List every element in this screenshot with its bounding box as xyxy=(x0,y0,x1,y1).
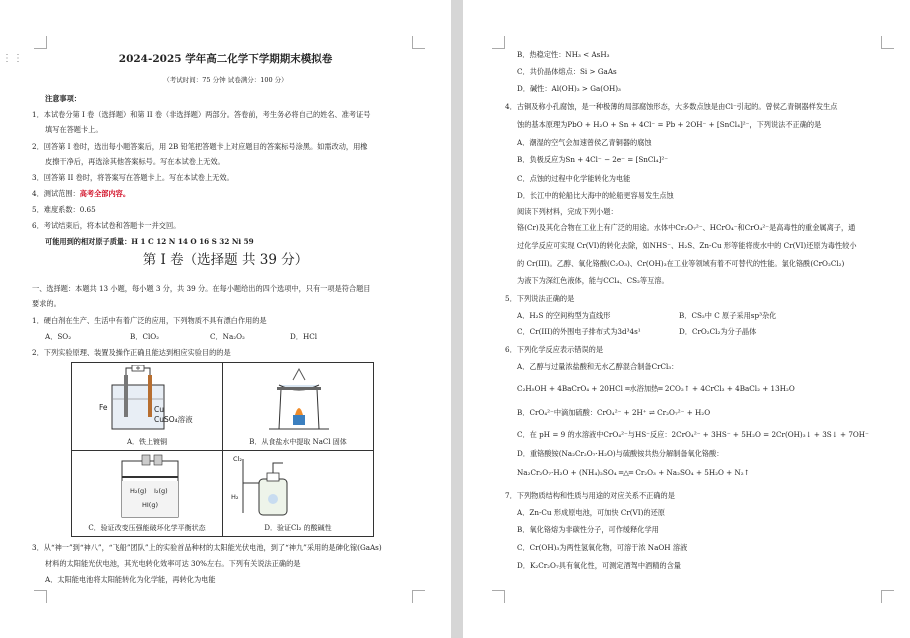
note-scope xyxy=(32,189,130,198)
note-submit: 6．考试结束后，将本试卷和答题卡一并交回。 xyxy=(32,221,181,230)
part-intro: 要求的。 xyxy=(32,299,61,308)
q3-option-b[interactable]: B．热稳定性：NH₃ < AsH₃ xyxy=(517,50,610,59)
label-h2: H₂(g) xyxy=(130,487,147,495)
question-4-stem: 蚀的基本原理为PbO + H₂O + Sn + 4Cl⁻ = Pb + 2OH⁻ + [SnCl₄]²⁻，下列说法不正确的是 xyxy=(517,120,822,129)
note-difficulty: 5．难度系数：0.65 xyxy=(32,205,96,214)
note-scope-label: 4．测试范围： xyxy=(32,189,80,198)
q7-option-c[interactable]: C．Cr(OH)₃为两性氢氧化物，可溶于浓 NaOH 溶液 xyxy=(517,543,688,552)
q5-option-c[interactable]: C．Cr(III)的外围电子排布式为3d³4s¹ xyxy=(517,327,641,336)
question-3-line: 材料的太阳能光伏电池，其光电转化效率可达 30%左右。下列有关说法正确的是 xyxy=(45,559,301,568)
experiment-cell-b xyxy=(223,363,374,451)
question-7-stem: 7．下列物质结构和性质与用途的对应关系不正确的是 xyxy=(505,491,675,500)
q7-option-d[interactable]: D．K₂Cr₂O₇具有氧化性，可测定酒驾中酒精的含量 xyxy=(517,561,681,570)
question-2-stem: 2．下列实验原理、装置及操作正确且能达到相应实验目的的是 xyxy=(32,348,231,357)
label-cl2: Cl₂ xyxy=(233,455,242,463)
crop-mark xyxy=(492,590,505,603)
evaporation-figure xyxy=(223,365,374,437)
passage-line: 为液下为深红色液体，能与CCl₄、CS₂等互溶。 xyxy=(517,276,669,285)
q6-option-d[interactable]: D．重铬酸铵(Na₂Cr₂O₇·H₂O)与硫酸铵共热分解制备氧化铬酸： xyxy=(517,449,724,458)
crop-mark xyxy=(881,590,894,603)
note-line: 填写在答题卡上。 xyxy=(45,125,103,134)
q1-option-d[interactable]: D．HCl xyxy=(290,332,318,341)
question-1-stem: 1．硬白剂在生产、生活中有着广泛的应用，下列物质不具有漂白作用的是 xyxy=(32,316,267,325)
crop-mark xyxy=(34,36,47,49)
section-title: 第 I 卷（选择题 共 39 分） xyxy=(142,252,309,268)
crop-mark xyxy=(34,590,47,603)
cell-b-caption: B．从食盐水中提取 NaCl 固体 xyxy=(249,438,347,446)
label-fe: Fe xyxy=(99,403,108,412)
note-line: 皮擦干净后，再选涂其他答案标号。写在本试卷上无效。 xyxy=(45,157,225,166)
label-i2: I₂(g) xyxy=(154,487,168,495)
passage-line: 过化学反应可实现 Cr(VI)的转化去除，如NHS⁻、H₂S、Zn-Cu 形等能将废水中的 Cr(VI)还原为毒性较小 xyxy=(517,241,857,250)
q1-option-b[interactable]: B．ClO₂ xyxy=(130,332,160,341)
q3-option-a[interactable]: A．太阳能电池将太阳能转化为化学能，再转化为电能 xyxy=(45,575,216,584)
note-line: 2．回答第 I 卷时，选出每小题答案后，用 2B 铅笔把答题卡上对应题目的答案标号涂黑。如需改动，用橡 xyxy=(32,142,368,151)
q1-option-c[interactable]: C．Na₂O₂ xyxy=(210,332,245,341)
left-page xyxy=(0,0,451,638)
q6-option-a[interactable]: A．乙醇与过量浓盐酸和无水乙醇混合制备CrCl₃： xyxy=(517,362,679,371)
question-5-stem: 5．下列说法正确的是 xyxy=(505,294,575,303)
label-hi: HI(g) xyxy=(142,501,159,509)
note-line: 3．回答第 II 卷时，将答案写在答题卡上。写在本试卷上无效。 xyxy=(32,173,234,182)
q4-option-a[interactable]: A．潮湿的空气会加速曾侯乙青铜器的腐蚀 xyxy=(517,138,652,147)
passage-line: 的 Cr(III)。乙醇、氧化铬酸(C₂O₃)、Cr(OH)₃在工业等领域有着不可替代的性能。氯化铬酰(CrO₂Cl₂) xyxy=(517,259,845,268)
note-line: 1．本试卷分第 I 卷（选择题）和第 II 卷（非选择题）两部分。答卷前，考生务必将自己的姓名、准考证号 xyxy=(32,110,371,119)
q4-option-c[interactable]: C．点蚀的过程中化学能转化为电能 xyxy=(517,174,631,183)
equilibrium-figure xyxy=(72,453,223,525)
note-scope-value: 高考全部内容。 xyxy=(79,189,131,198)
q4-option-d[interactable]: D．长江中的轮船比大海中的轮船更容易发生点蚀 xyxy=(517,191,674,200)
notes-header: 注意事项： xyxy=(45,94,81,103)
drag-handle-icon[interactable]: ⋮⋮ xyxy=(2,53,24,64)
crop-mark xyxy=(412,36,425,49)
q3-option-c[interactable]: C．共价晶体熔点：Si > GaAs xyxy=(517,67,617,76)
gas-bottle-figure xyxy=(223,453,374,525)
part-intro: 一、选择题：本题共 13 小题，每小题 3 分，共 39 分。在每小题给出的四个选项中，只有一项是符合题目 xyxy=(32,284,371,293)
q7-option-a[interactable]: A．Zn-Cu 形成原电池，可加快 Cr(VI)的还原 xyxy=(517,508,665,517)
q6-equation-d: Na₂Cr₂O₇·H₂O + (NH₄)₂SO₄ ═△═ Cr₂O₃ + Na₂SO₄ + 5H₂O + N₂↑ xyxy=(517,468,750,477)
passage-line: 铬(Cr)及其化合物在工业上有广泛的用途。水体中Cr₂O₇²⁻、HCrO₄⁻和CrO₄²⁻是高毒性的重金属离子，通 xyxy=(517,223,856,232)
crop-mark xyxy=(412,590,425,603)
label-solution: CuSO₄溶液 xyxy=(154,415,193,424)
q5-option-d[interactable]: D．CrO₂Cl₂为分子晶体 xyxy=(679,327,757,336)
experiment-cell-d xyxy=(223,451,374,537)
question-4-stem: 4．古铜及称小孔腐蚀，是一种极薄的局部腐蚀形态，大多数点蚀是由Cl⁻引起的。曾侯乙青铜器样发生点 xyxy=(505,102,838,111)
question-6-stem: 6．下列化学反应表示错误的是 xyxy=(505,345,604,354)
q4-option-b[interactable]: B．负极反应为Sn + 4Cl⁻ − 2e⁻ = [SnCl₄]²⁻ xyxy=(517,155,669,164)
q1-option-a[interactable]: A．SO₂ xyxy=(45,332,72,341)
cell-c-caption: C．验证改变压强能破坏化学平衡状态 xyxy=(88,524,206,532)
q6-option-c[interactable]: C．在 pH = 9 的水溶液中CrO₄²⁻与HS⁻反应：2CrO₄²⁻ + 3HS⁻ + 5H₂O = 2Cr(OH)₃↓ + 3S↓ + 7OH⁻ xyxy=(517,430,869,439)
q3-option-d[interactable]: D．碱性：Al(OH)₃ > Ga(OH)₃ xyxy=(517,84,621,93)
cell-d-caption: D．验证Cl₂ 的酸碱性 xyxy=(264,524,332,532)
electroplating-figure xyxy=(72,365,223,437)
q6-option-b[interactable]: B．CrO₄²⁻中滴加硫酸：CrO₄²⁻ + 2H⁺ ⇌ Cr₂O₇²⁻ + H₂O xyxy=(517,408,711,417)
exam-info: （考试时间：75 分钟 试卷满分：100 分） xyxy=(163,76,288,84)
page-gutter xyxy=(451,0,463,638)
q5-option-b[interactable]: B．CS₂中 C 原子采用sp³杂化 xyxy=(679,311,777,320)
q7-option-b[interactable]: B．氧化铬熔为非碳性分子，可作缓释化学用 xyxy=(517,525,659,534)
q6-equation-a: C₂H₅OH + 4BaCrO₄ + 20HCl ═水浴加热═ 2CO₂↑ + 4CrCl₃ + 4BaCl₂ + 13H₂O xyxy=(517,384,795,393)
label-h2-gas: H₂ xyxy=(231,493,239,501)
experiment-table xyxy=(71,362,374,537)
atomic-masses: 可能用到的相对原子质量：H 1 C 12 N 14 O 16 S 32 Ni 59 xyxy=(45,237,254,246)
q5-option-a[interactable]: A．H₂S 的空间构型为直线形 xyxy=(517,311,611,320)
passage-intro: 阅读下列材料，完成下列小题： xyxy=(517,207,618,216)
crop-mark xyxy=(492,36,505,49)
right-page xyxy=(463,0,910,638)
page-title: 2024-2025 学年高二化学下学期期末模拟卷 xyxy=(118,53,333,65)
question-3-line: 3．从“神一”到“神八”，“飞船”团队”上的实验首品种材的太阳能光伏电池，到了“神九”采用的是砷化镓(GaAs) xyxy=(32,543,382,552)
label-cu: Cu xyxy=(154,405,164,414)
crop-mark xyxy=(881,36,894,49)
cell-a-caption: A．铁上镀铜 xyxy=(126,438,168,446)
experiment-cell-a xyxy=(72,363,223,451)
experiment-cell-c xyxy=(72,451,223,537)
